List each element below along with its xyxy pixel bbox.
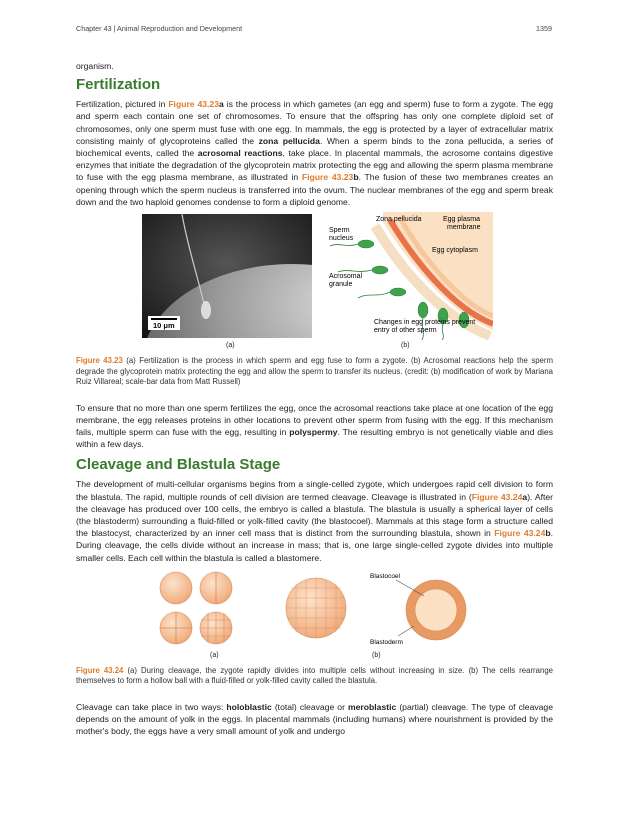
chapter-title: Chapter 43 | Animal Reproduction and Development bbox=[76, 24, 243, 33]
label-changes-1: Changes in egg proteins prevent bbox=[374, 319, 476, 327]
label-egg-cytoplasm: Egg cytoplasm bbox=[432, 247, 478, 255]
term-polyspermy: polyspermy bbox=[289, 426, 338, 437]
panel-label-b: (b) bbox=[401, 342, 410, 350]
page-header bbox=[76, 24, 552, 33]
text-span: b bbox=[353, 172, 359, 183]
text-span: . The resulting embryo is not genetically viable and dies within a few days. bbox=[76, 426, 553, 450]
caption-text: (a) Fertilization is the process in which sperm and egg fuse to form a zygote. (b) Acrosomal reactions help the sperm degrade the glycoprotein matrix protecting the egg and allow the sperm to transfer its nucleus. (credit: (b) modification of work by Mariana Ruiz Villareal; scale-bar data from Matt Russell) bbox=[76, 356, 553, 387]
term-holoblastic: holoblastic bbox=[226, 701, 272, 712]
text-span: Fertilization, pictured in bbox=[76, 99, 169, 110]
figure-43-23 bbox=[76, 212, 553, 342]
figure-link[interactable]: Figure 43.23 bbox=[168, 99, 219, 110]
label-acrosomal-1: Acrosomal bbox=[329, 273, 363, 281]
term-zona-pellucida: zona pellucida bbox=[258, 135, 320, 146]
section-heading-cleavage: Cleavage and Blastula Stage bbox=[76, 456, 281, 474]
text-span: . The fusion of these two membranes creates an opening through which the sperm nucleus is transferred into the ovum. The nuclear membranes of the egg and sperm break down and the two haploid genomes condense to form a diploid genome. bbox=[76, 172, 553, 207]
panel-label-a: (a) bbox=[210, 651, 219, 659]
text-span: Cleavage can take place in two ways: bbox=[76, 701, 227, 712]
page-content bbox=[76, 60, 553, 737]
page-number: 1359 bbox=[536, 24, 552, 33]
text-span: (partial) cleavage. The type of cleavage depends on the amount of yolk in the eggs. In placental mammals (including humans) where nourishment is provided by the mother's body, the eggs have a very small amount of yolk and undergo bbox=[76, 701, 553, 737]
text-span: The development of multi-cellular organisms begins from a single-celled zygote, which undergoes rapid cell division to form the blastula. The rapid, multiple rounds of cell division are termed cleavage. Cleavage is illustrated in ( bbox=[76, 479, 553, 502]
figure-link[interactable]: Figure 43.24 bbox=[494, 528, 546, 539]
figure-43-23-caption bbox=[76, 356, 553, 388]
acrosomal-reaction-diagram bbox=[328, 212, 493, 340]
figure-43-24-caption bbox=[76, 666, 553, 687]
polyspermy-paragraph bbox=[76, 402, 553, 451]
figure-43-24-panel-labels bbox=[76, 652, 553, 664]
figure-43-24 bbox=[76, 570, 553, 652]
label-egg-plasma-2: membrane bbox=[447, 224, 481, 232]
figure-link[interactable]: Figure 43.24 bbox=[471, 491, 523, 502]
term-meroblastic: meroblastic bbox=[348, 701, 397, 712]
label-acrosomal-2: granule bbox=[329, 281, 353, 289]
sperm-egg-micrograph bbox=[142, 214, 312, 338]
term-acrosomal-reactions: acrosomal reactions bbox=[197, 148, 283, 159]
text-span: a bbox=[522, 491, 528, 502]
caption-text: (a) During cleavage, the zygote rapidly divides into multiple cells without increasing in size. (b) The cells rearrange themselves to form a hollow ball with a fluid-filled or yolk-filled cavity called the blastula. bbox=[76, 665, 553, 686]
caption-figure-number: Figure 43.24 bbox=[76, 665, 124, 675]
text-span: b bbox=[545, 528, 551, 539]
text-span: is the process in which gametes (an egg and sperm) fuse to form a zygote. The egg and sperm each contain one set of chromosomes. To ensure that the offspring has only one complete diploid set of chromosomes, only one sperm must fuse with one egg. In mammals, the egg is protected by a layer of extracellular matrix consisting mainly of glycoproteins called the bbox=[76, 99, 553, 146]
cleavage-types-paragraph bbox=[76, 701, 553, 738]
fertilization-paragraph bbox=[76, 98, 553, 208]
scale-bar-label: 10 μm bbox=[153, 321, 175, 331]
label-sperm-1: Sperm bbox=[329, 227, 350, 235]
text-span: To ensure that no more than one sperm fertilizes the egg, once the acrosomal reactions take place at one location of the egg membrane, the egg releases proteins in other locations to prevent other sperm from fusing with the egg. If this mechanism fails, multiple sperm can fuse with the egg, resulting in bbox=[76, 402, 553, 437]
label-blastocoel: Blastocoel bbox=[370, 572, 400, 580]
text-span: . During cleavage, the cells divide without an increase in mass; that is, one large single-celled zygote divides into multiple smaller cells. Each cell within the blastula is called a blastomere. bbox=[76, 528, 553, 563]
text-span: a bbox=[219, 99, 224, 110]
cleavage-diagram bbox=[76, 570, 516, 652]
text-span: ). After the cleavage has produced over 100 cells, the embryo is called a blastula. The blastula is usually a spherical layer of cells (the blastoderm) surrounding a fluid-filled or yolk-filled cavity (the blastocoel). Mammals at this stage form a structure called the blastocyst, characterized by an inner cell mass that is distinct from the surrounding blastula, shown in bbox=[76, 491, 554, 539]
lead-text: organism. bbox=[76, 61, 114, 71]
label-zona-pellucida: Zona pellucida bbox=[376, 216, 422, 224]
label-egg-plasma-1: Egg plasma bbox=[443, 216, 480, 224]
cleavage-paragraph bbox=[76, 478, 553, 563]
text-span: . When a sperm binds to the zona pellucida, a series of biochemical events, called the bbox=[76, 135, 554, 159]
label-sperm-2: nucleus bbox=[329, 235, 354, 243]
label-changes-2: entry of other sperm bbox=[374, 327, 437, 335]
panel-label-b: (b) bbox=[372, 651, 381, 659]
figure-43-23-panel-labels bbox=[76, 342, 553, 354]
figure-link[interactable]: Figure 43.23 bbox=[301, 172, 354, 183]
caption-figure-number: Figure 43.23 bbox=[76, 356, 123, 366]
text-span: (total) cleavage or bbox=[271, 701, 349, 712]
label-blastoderm: Blastoderm bbox=[370, 638, 403, 646]
section-heading-fertilization: Fertilization bbox=[76, 76, 161, 94]
text-span: , take place. In placental mammals, the acrosome contains digestive enzymes that initiate the degradation of the glycoprotein matrix protecting the egg and allowing the sperm plasma membrane to fuse with the egg plasma membrane, as illustrated in bbox=[76, 148, 553, 183]
panel-label-a: (a) bbox=[226, 342, 235, 350]
